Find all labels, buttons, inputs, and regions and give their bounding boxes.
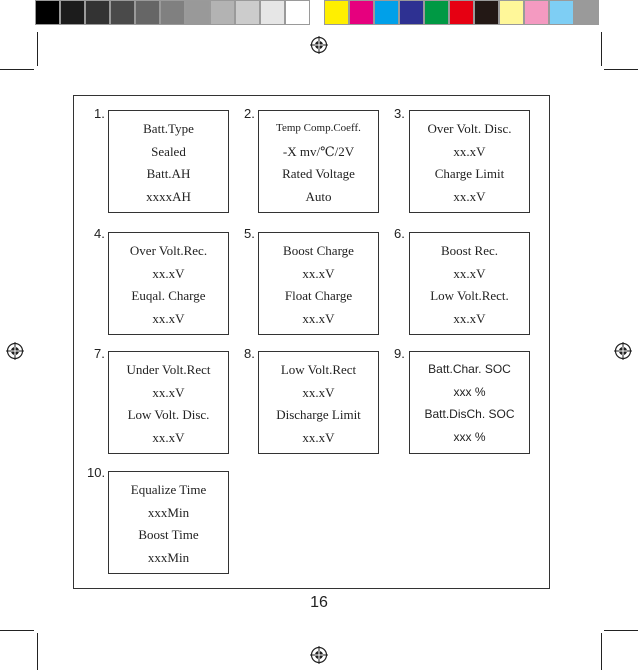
panel-line: Over Volt.Rec.	[129, 242, 208, 258]
lcd-panel-low-volt-rect	[258, 351, 379, 454]
lcd-panel-boost-charge	[258, 232, 379, 335]
crop-mark	[601, 633, 602, 670]
panel-line: Low Volt.Rect.	[430, 288, 509, 304]
panel-line: Charge Limit	[434, 166, 505, 182]
panel-line: xxxMin	[147, 550, 190, 566]
registration-mark-icon	[310, 646, 328, 664]
panel-line: Over Volt. Disc.	[427, 120, 512, 136]
panel-line: xx.xV	[453, 189, 486, 205]
panel-line: Batt.Type	[143, 120, 194, 136]
color-swatch	[110, 0, 135, 25]
color-swatch	[474, 0, 499, 25]
panel-line: Temp Comp.Coeff.	[276, 121, 361, 134]
lcd-panel-over-volt-disc	[409, 110, 530, 213]
panel-number: 6.	[394, 226, 405, 241]
panel-line: xx.xV	[302, 384, 335, 400]
panel-number: 8.	[244, 346, 255, 361]
panel-line: xx.xV	[453, 265, 486, 281]
crop-mark	[604, 69, 638, 70]
panel-line: xx.xV	[302, 430, 335, 446]
panel-line: xx.xV	[453, 143, 486, 159]
panel-line: Batt.DisCh. SOC	[424, 407, 515, 422]
panel-line: xx.xV	[152, 311, 185, 327]
panel-number: 9.	[394, 346, 405, 361]
color-swatch	[160, 0, 185, 25]
panel-line: Rated Voltage	[282, 166, 355, 182]
panel-line: xxx %	[453, 430, 486, 445]
color-swatch	[324, 0, 349, 25]
panel-line: Low Volt.Rect	[280, 361, 357, 377]
panel-number: 3.	[394, 106, 405, 121]
panel-line: Equalize Time	[130, 481, 207, 497]
color-swatch	[499, 0, 524, 25]
panel-line: Boost Time	[138, 527, 199, 543]
panel-line: xxx %	[453, 384, 486, 399]
registration-mark-icon	[310, 36, 328, 54]
registration-mark-icon	[614, 342, 632, 360]
panel-line: xx.xV	[152, 384, 185, 400]
lcd-panel-over-volt-rec	[108, 232, 229, 335]
panel-line: xx.xV	[152, 265, 185, 281]
panel-line: Boost Rec.	[440, 242, 499, 258]
crop-mark	[37, 32, 38, 66]
panel-number: 5.	[244, 226, 255, 241]
color-swatch	[60, 0, 85, 25]
panel-line: Euqal. Charge	[131, 288, 206, 304]
crop-mark	[604, 630, 638, 631]
panel-line: Discharge Limit	[276, 407, 361, 423]
color-swatch	[235, 0, 260, 25]
color-swatch	[349, 0, 374, 25]
color-swatch	[424, 0, 449, 25]
color-swatch	[260, 0, 285, 25]
panel-line: xxxxAH	[146, 189, 191, 205]
lcd-panel-batt-type	[108, 110, 229, 213]
process-color-bar	[324, 0, 599, 25]
crop-mark	[37, 633, 38, 670]
color-swatch	[210, 0, 235, 25]
crop-mark	[0, 69, 34, 70]
lcd-panel-equalize-time	[108, 471, 229, 574]
panel-line: Batt.Char. SOC	[428, 361, 511, 376]
panel-line: Boost Charge	[283, 242, 354, 258]
panel-number: 7.	[94, 346, 105, 361]
color-swatch	[549, 0, 574, 25]
color-swatch	[285, 0, 310, 25]
panel-number: 1.	[94, 106, 105, 121]
color-swatch	[574, 0, 599, 25]
panel-line: Float Charge	[284, 288, 353, 304]
panel-line: Low Volt. Disc.	[127, 407, 210, 423]
panel-line: Sealed	[151, 143, 186, 159]
panel-line: Auto	[305, 189, 332, 205]
settings-screens-frame	[73, 95, 550, 589]
crop-mark	[0, 630, 34, 631]
lcd-panel-soc	[409, 351, 530, 454]
panel-number: 4.	[94, 226, 105, 241]
registration-mark-icon	[6, 342, 24, 360]
color-swatch	[135, 0, 160, 25]
lcd-panel-temp-comp	[258, 110, 379, 213]
color-swatch	[185, 0, 210, 25]
panel-line: xxxMin	[147, 504, 190, 520]
color-swatch	[449, 0, 474, 25]
panel-number: 2.	[244, 106, 255, 121]
color-swatch	[85, 0, 110, 25]
color-swatch	[399, 0, 424, 25]
panel-line: xx.xV	[453, 311, 486, 327]
panel-line: -X mv/℃/2V	[282, 143, 355, 159]
panel-line: xx.xV	[302, 265, 335, 281]
color-swatch	[35, 0, 60, 25]
color-swatch	[374, 0, 399, 25]
panel-line: xx.xV	[152, 430, 185, 446]
lcd-panel-boost-rec	[409, 232, 530, 335]
panel-line: xx.xV	[302, 311, 335, 327]
lcd-panel-under-volt-rect	[108, 351, 229, 454]
crop-mark	[601, 32, 602, 66]
grayscale-color-bar	[35, 0, 310, 25]
panel-number: 10.	[87, 465, 106, 480]
color-swatch	[524, 0, 549, 25]
panel-line: Under Volt.Rect	[126, 361, 211, 377]
page-number: 16	[310, 594, 328, 611]
panel-line: Batt.AH	[146, 166, 191, 182]
